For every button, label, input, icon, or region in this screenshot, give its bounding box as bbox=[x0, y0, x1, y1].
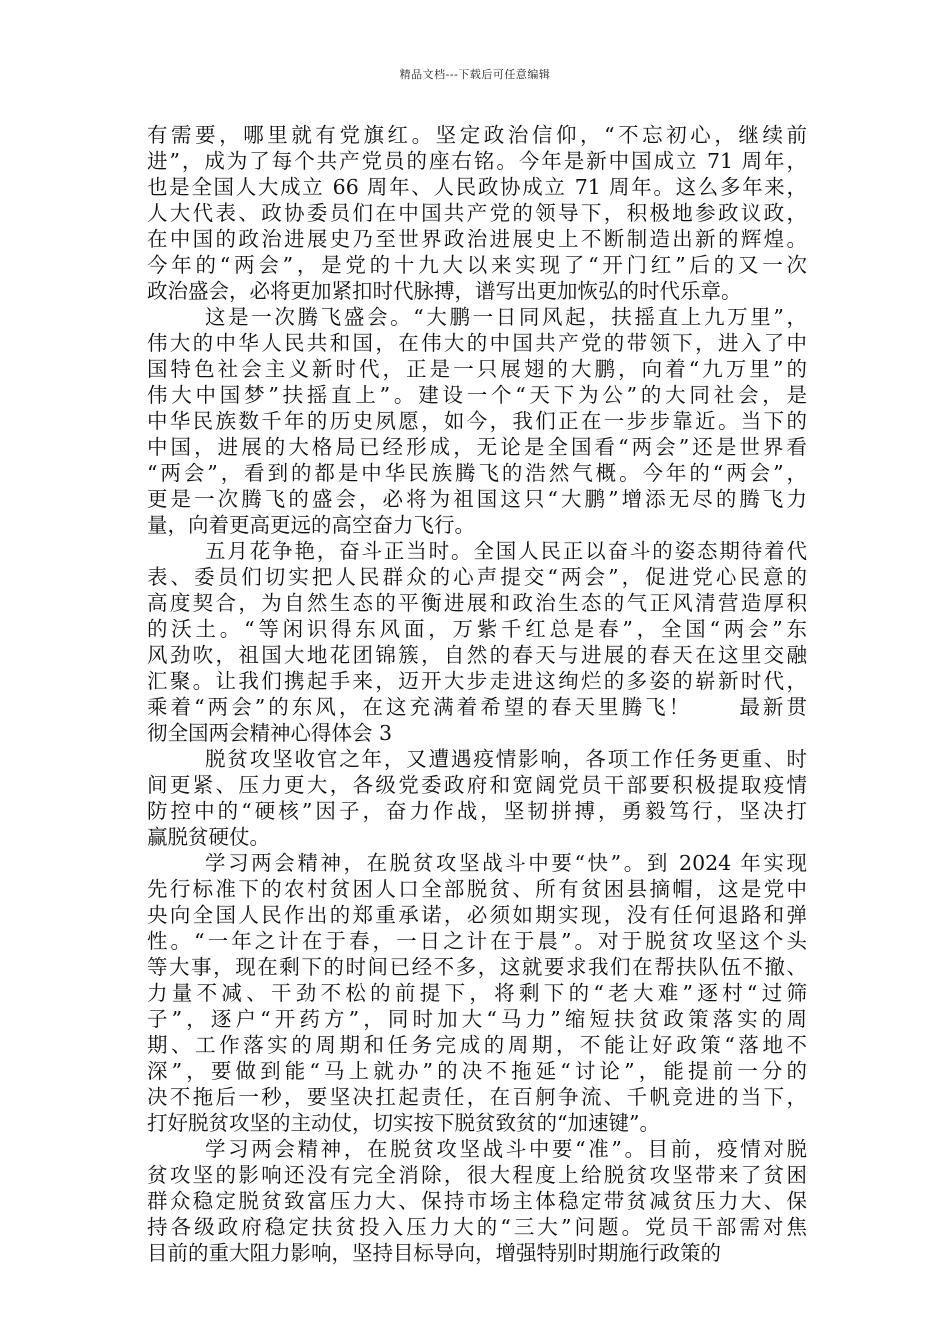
text-line: 央向全国人民作出的郑重承诺，必须如期实现，没有任何退路和弹 bbox=[147, 903, 807, 927]
text-line: 彻全国两会精神心得体会 3 bbox=[147, 721, 393, 745]
text-line: 赢脱贫硬仗。 bbox=[147, 825, 270, 849]
paragraph bbox=[147, 538, 807, 746]
text-line: 乘着“两会”的东风，在这充满着希望的春天里腾飞！ 最新贯 bbox=[147, 695, 807, 719]
text-line: 间更紧、压力更大，各级党委政府和宽阔党员干部要积极提取疫情 bbox=[147, 773, 807, 797]
page-header: 精品文档---下载后可任意编辑 bbox=[399, 68, 551, 81]
text-line: 表、委员们切实把人民群众的心声提交“两会”，促进党心民意的 bbox=[147, 565, 807, 589]
text-line: 在中国的政治进展史乃至世界政治进展史上不断制造出新的辉煌。 bbox=[147, 227, 807, 251]
paragraph bbox=[147, 122, 807, 304]
text-line: 防控中的“硬核”因子，奋力作战，坚韧拼搏，勇毅笃行，坚决打 bbox=[147, 799, 807, 823]
text-line: 学习两会精神，在脱贫攻坚战斗中要“快”。到 2024 年实现 bbox=[205, 851, 807, 875]
text-line: 性。“一年之计在于春，一日之计在于晨”。对于脱贫攻坚这个头 bbox=[147, 929, 807, 953]
text-line: 国特色社会主义新时代，正是一只展翅的大鹏，向着“九万里”的 bbox=[147, 357, 807, 381]
text-line: 期、工作落实的周期和任务完成的周期，不能让好政策“落地不 bbox=[147, 1033, 807, 1057]
text-line: 高度契合，为自然生态的平衡进展和政治生态的气正风清营造厚积 bbox=[147, 591, 807, 615]
text-line: 中华民族数千年的历史夙愿，如今，我们正在一步步靠近。当下的 bbox=[147, 409, 807, 433]
paragraph bbox=[147, 746, 807, 850]
paragraph bbox=[147, 850, 807, 1136]
text-line: 也是全国人大成立 66 周年、人民政协成立 71 周年。这么多年来， bbox=[147, 175, 807, 199]
text-line: 有需要，哪里就有党旗红。坚定政治信仰，“不忘初心，继续前 bbox=[147, 123, 807, 147]
text-line: 决不拖后一秒，要坚决扛起责任，在百舸争流、千帆竞进的当下， bbox=[147, 1085, 807, 1109]
text-line: 人大代表、政协委员们在中国共产党的领导下，积极地参政议政， bbox=[147, 201, 807, 225]
text-line: 的沃土。“等闲识得东风面，万紫千红总是春”，全国“两会”东 bbox=[147, 617, 807, 641]
text-line: 中国，进展的大格局已经形成，无论是全国看“两会”还是世界看 bbox=[147, 435, 807, 459]
text-line: 风劲吹，祖国大地花团锦簇，自然的春天与进展的春天在这里交融 bbox=[147, 643, 807, 667]
text-line: “两会”，看到的都是中华民族腾飞的浩然气概。今年的“两会”， bbox=[147, 461, 807, 485]
text-line: 等大事，现在剩下的时间已经不多，这就要求我们在帮扶队伍不撤、 bbox=[147, 955, 807, 979]
text-line: 贫攻坚的影响还没有完全消除，很大程度上给脱贫攻坚带来了贫困 bbox=[147, 1163, 807, 1187]
text-line: 伟大的中华人民共和国，在伟大的中国共产党的带领下，进入了中 bbox=[147, 331, 807, 355]
text-line: 更是一次腾飞的盛会，必将为祖国这只“大鹏”增添无尽的腾飞力 bbox=[147, 487, 807, 511]
paragraph bbox=[147, 304, 807, 538]
text-line: 伟大中国梦”扶摇直上”。建设一个“天下为公”的大同社会，是 bbox=[147, 383, 807, 407]
text-line: 进”，成为了每个共产党员的座右铭。今年是新中国成立 71 周年， bbox=[147, 149, 807, 173]
text-line: 深”，要做到能“马上就办”的决不拖延“讨论”，能提前一分的 bbox=[147, 1059, 807, 1083]
text-line: 打好脱贫攻坚的主动仗，切实按下脱贫致贫的“加速键”。 bbox=[147, 1111, 660, 1135]
text-line: 今年的“两会”，是党的十九大以来实现了“开门红”后的又一次 bbox=[147, 253, 807, 277]
document-body bbox=[147, 122, 807, 1266]
text-line: 力量不减、干劲不松的前提下，将剩下的“老大难”逐村“过筛 bbox=[147, 981, 807, 1005]
text-line: 群众稳定脱贫致富压力大、保持市场主体稳定带贫减贫压力大、保 bbox=[147, 1189, 807, 1213]
text-line: 目前的重大阻力影响，坚持目标导向，增强特别时期施行政策的 bbox=[147, 1241, 721, 1265]
text-line: 脱贫攻坚收官之年，又遭遇疫情影响，各项工作任务更重、时 bbox=[205, 747, 807, 771]
text-line: 量，向着更高更远的高空奋力飞行。 bbox=[147, 513, 475, 537]
text-line: 子”，逐户“开药方”，同时加大“马力”缩短扶贫政策落实的周 bbox=[147, 1007, 807, 1031]
paragraph bbox=[147, 1136, 807, 1266]
text-line: 五月花争艳，奋斗正当时。全国人民正以奋斗的姿态期待着代 bbox=[205, 539, 807, 563]
text-line: 政治盛会，必将更加紧扣时代脉搏，谱写出更加恢弘的时代乐章。 bbox=[147, 279, 742, 303]
text-line: 学习两会精神，在脱贫攻坚战斗中要“准”。目前，疫情对脱 bbox=[205, 1137, 807, 1161]
text-line: 这是一次腾飞盛会。“大鹏一日同风起，扶摇直上九万里”， bbox=[205, 305, 807, 329]
text-line: 先行标准下的农村贫困人口全部脱贫、所有贫困县摘帽，这是党中 bbox=[147, 877, 807, 901]
text-line: 持各级政府稳定扶贫投入压力大的“三大”问题。党员干部需对焦 bbox=[147, 1215, 807, 1239]
text-line: 汇聚。让我们携起手来，迈开大步走进这绚烂的多姿的崭新时代， bbox=[147, 669, 807, 693]
